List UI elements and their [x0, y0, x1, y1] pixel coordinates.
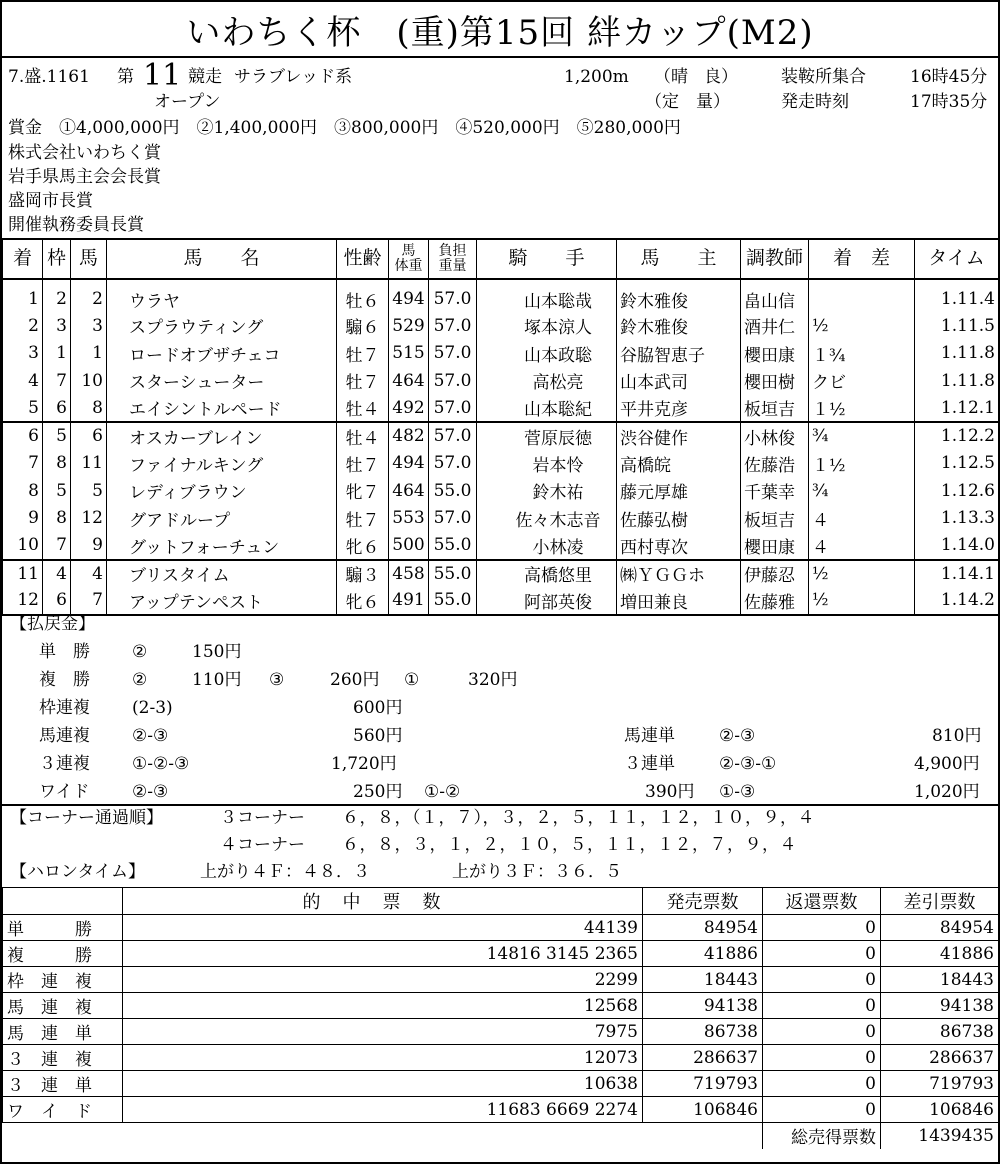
margin-cell: ４: [809, 532, 915, 560]
votes-hits-cell: 7975: [123, 1019, 643, 1045]
col-trainer: 調教師: [741, 239, 809, 279]
owner-cell: 鈴木雅俊: [617, 312, 741, 340]
col-margin: 着 差: [809, 239, 915, 279]
body-weight-cell: 494: [389, 450, 429, 478]
load-weight-cell: 57.0: [429, 279, 477, 312]
votes-hits-cell: 10638: [123, 1071, 643, 1097]
divider: [2, 804, 998, 806]
sex-age-cell: 牡７: [337, 450, 389, 478]
trainer-cell: 小林俊: [741, 422, 809, 450]
prize-money: 賞金 ①4,000,000円 ②1,400,000円 ③800,000円 ④520,000円 ⑤280,000円: [8, 118, 681, 138]
frame-cell: 5: [43, 422, 71, 450]
horse-name-cell: スターシューター: [107, 367, 337, 395]
rank-cell: 4: [3, 367, 43, 395]
votes-name-cell: ３ 連 複: [3, 1045, 123, 1071]
frame-cell: 8: [43, 450, 71, 478]
trainer-cell: 千葉幸: [741, 477, 809, 505]
horse-num-cell: 9: [71, 532, 107, 560]
votes-row: [3, 967, 999, 993]
margin-cell: [809, 279, 915, 312]
horse-name-cell: レディブラウン: [107, 477, 337, 505]
rank-cell: 1: [3, 279, 43, 312]
result-row: [3, 532, 999, 560]
votes-sold-cell: 41886: [643, 941, 763, 967]
votes-name-cell: 複 勝: [3, 941, 123, 967]
load-weight-cell: 57.0: [429, 367, 477, 395]
award: 開催執務委員長賞: [8, 215, 144, 235]
votes-net-cell: 106846: [881, 1097, 999, 1123]
trainer-cell: 櫻田康: [741, 532, 809, 560]
jockey-cell: 山本政聡: [477, 340, 617, 368]
votes-refund-cell: 0: [763, 1045, 881, 1071]
owner-cell: 佐藤弘樹: [617, 505, 741, 533]
award: 岩手県馬主会会長賞: [8, 167, 161, 187]
finish-time-cell: 1.12.2: [915, 422, 999, 450]
result-row: [3, 422, 999, 450]
col-weight-a: 馬: [401, 243, 416, 260]
votes-refund-cell: 0: [763, 915, 881, 941]
body-weight-cell: 553: [389, 505, 429, 533]
fukusho-combo-2: ③: [269, 670, 285, 690]
body-weight-cell: 494: [389, 279, 429, 312]
race-class: オープン: [154, 92, 221, 112]
umatan-combo: ②-③: [719, 726, 756, 746]
body-weight-cell: 500: [389, 532, 429, 560]
post-time: 17時35分: [910, 92, 988, 112]
finish-time-cell: 1.14.2: [915, 587, 999, 615]
votes-refund-cell: 0: [763, 993, 881, 1019]
result-row: [3, 450, 999, 478]
rank-cell: 3: [3, 340, 43, 368]
horse-name-cell: ロードオブザチェコ: [107, 340, 337, 368]
saddling-time: 16時45分: [910, 67, 988, 87]
body-weight-cell: 464: [389, 477, 429, 505]
result-row: [3, 395, 999, 423]
frame-cell: 6: [43, 587, 71, 615]
rank-cell: 7: [3, 450, 43, 478]
col-frame: 枠: [43, 239, 71, 279]
jockey-cell: 鈴木祐: [477, 477, 617, 505]
post-label: 発走時刻: [781, 92, 849, 112]
body-weight-cell: 492: [389, 395, 429, 423]
horse-name-cell: グットフォーチュン: [107, 532, 337, 560]
votes-refund-cell: 0: [763, 967, 881, 993]
rank-cell: 2: [3, 312, 43, 340]
votes-row: [3, 1097, 999, 1123]
corner-3-order: ６，８，（１，７），３，２，５，１１，１２，１０，９，４: [342, 808, 815, 828]
race-breed: サラブレッド系: [234, 67, 353, 87]
votes-refund-cell: 0: [763, 1071, 881, 1097]
jockey-cell: 山本聡哉: [477, 279, 617, 312]
frame-cell: 1: [43, 340, 71, 368]
sanrentan-combo: ②-③-①: [719, 754, 777, 774]
page-title: いわちく杯 (重)第15回 絆カップ(M2): [186, 12, 814, 53]
sex-age-cell: 牡７: [337, 340, 389, 368]
votes-sold-cell: 106846: [643, 1097, 763, 1123]
horse-name-cell: グアドループ: [107, 505, 337, 533]
jockey-cell: 山本聡紀: [477, 395, 617, 423]
trainer-cell: 板垣吉: [741, 505, 809, 533]
votes-sold-cell: 84954: [643, 915, 763, 941]
votes-name-cell: 単 勝: [3, 915, 123, 941]
load-weight-cell: 57.0: [429, 340, 477, 368]
wide-amount-2: 390円: [645, 782, 695, 802]
wide-combo-3: ①-③: [719, 782, 756, 802]
trainer-cell: 酒井仁: [741, 312, 809, 340]
votes-net-cell: 94138: [881, 993, 999, 1019]
sex-age-cell: 牡４: [337, 422, 389, 450]
rank-cell: 6: [3, 422, 43, 450]
horse-num-cell: 5: [71, 477, 107, 505]
rank-cell: 9: [3, 505, 43, 533]
margin-cell: １¾: [809, 340, 915, 368]
votes-net-cell: 719793: [881, 1071, 999, 1097]
sanrentan-label: ３連単: [624, 754, 675, 774]
wide-amount-1: 250円: [353, 782, 403, 802]
body-weight-cell: 482: [389, 422, 429, 450]
owner-cell: 鈴木雅俊: [617, 279, 741, 312]
votes-hits-cell: 12073: [123, 1045, 643, 1071]
sex-age-cell: 牡４: [337, 395, 389, 423]
frame-cell: 4: [43, 560, 71, 588]
sanrenpuku-label: ３連複: [39, 754, 90, 774]
votes-total-row: [3, 1123, 999, 1149]
sex-age-cell: 騸６: [337, 312, 389, 340]
votes-sold-cell: 719793: [643, 1071, 763, 1097]
trainer-cell: 佐藤浩: [741, 450, 809, 478]
votes-hits-cell: 2299: [123, 967, 643, 993]
votes-hits-cell: 12568: [123, 993, 643, 1019]
frame-cell: 8: [43, 505, 71, 533]
rank-cell: 8: [3, 477, 43, 505]
wakuren-amount: 600円: [353, 698, 403, 718]
horse-num-cell: 7: [71, 587, 107, 615]
owner-cell: ㈱ＹＧＧホ: [617, 560, 741, 588]
finish-time-cell: 1.11.4: [915, 279, 999, 312]
finish-time-cell: 1.12.6: [915, 477, 999, 505]
votes-col-empty: [3, 888, 123, 915]
jockey-cell: 岩本怜: [477, 450, 617, 478]
finish-time-cell: 1.14.0: [915, 532, 999, 560]
votes-col-refund: 返還票数: [763, 888, 881, 915]
corner-4-order: ６，８，３，１，２，１０，５，１１，１２，７，９，４: [342, 835, 797, 855]
title-box: [2, 2, 998, 58]
load-weight-cell: 57.0: [429, 395, 477, 423]
tansho-amount: 150円: [192, 642, 242, 662]
owner-cell: 渋谷健作: [617, 422, 741, 450]
horse-num-cell: 4: [71, 560, 107, 588]
votes-name-cell: 枠 連 複: [3, 967, 123, 993]
sex-age-cell: 牡６: [337, 279, 389, 312]
horse-num-cell: 2: [71, 279, 107, 312]
votes-sold-cell: 94138: [643, 993, 763, 1019]
votes-total-label: 総売得票数: [763, 1123, 881, 1149]
race-weight-rule: （定 量）: [645, 92, 730, 112]
sanrentan-amount: 4,900円: [914, 754, 980, 774]
owner-cell: 増田兼良: [617, 587, 741, 615]
horse-name-cell: スプラウティング: [107, 312, 337, 340]
votes-net-cell: 84954: [881, 915, 999, 941]
votes-sold-cell: 18443: [643, 967, 763, 993]
horse-name-cell: ブリスタイム: [107, 560, 337, 588]
margin-cell: ¾: [809, 422, 915, 450]
votes-row: [3, 1045, 999, 1071]
trainer-cell: 櫻田康: [741, 340, 809, 368]
body-weight-cell: 529: [389, 312, 429, 340]
horse-name-cell: アップテンペスト: [107, 587, 337, 615]
award: 株式会社いわちく賞: [8, 143, 161, 163]
jockey-cell: 小林凌: [477, 532, 617, 560]
frame-cell: 5: [43, 477, 71, 505]
margin-cell: ¾: [809, 477, 915, 505]
votes-row: [3, 1071, 999, 1097]
votes-total-value: 1439435: [881, 1123, 999, 1149]
umaren-amount: 560円: [353, 726, 403, 746]
col-num: 馬: [71, 239, 107, 279]
col-weight-b: 体重: [394, 258, 423, 274]
votes-body: [3, 915, 999, 1123]
frame-cell: 6: [43, 395, 71, 423]
votes-name-cell: ３ 連 単: [3, 1071, 123, 1097]
rank-cell: 10: [3, 532, 43, 560]
finish-time-cell: 1.11.5: [915, 312, 999, 340]
col-load: [429, 239, 477, 279]
jockey-cell: 高橋悠里: [477, 560, 617, 588]
sex-age-cell: 牝６: [337, 587, 389, 615]
corner-4-label: ４コーナー: [220, 835, 305, 855]
umatan-amount: 810円: [932, 726, 982, 746]
wide-combo-1: ②-③: [132, 782, 169, 802]
owner-cell: 谷脇智恵子: [617, 340, 741, 368]
votes-refund-cell: 0: [763, 1097, 881, 1123]
votes-hits-cell: 14816 3145 2365: [123, 941, 643, 967]
saddling-label: 装鞍所集合: [781, 67, 866, 87]
votes-name-cell: ワ イ ド: [3, 1097, 123, 1123]
fukusho-label: 複 勝: [39, 670, 90, 690]
wakuren-combo: (2-3): [132, 698, 173, 718]
results-body: [3, 279, 999, 615]
corner-3-label: ３コーナー: [220, 808, 305, 828]
sanrenpuku-combo: ①-②-③: [132, 754, 190, 774]
horse-num-cell: 10: [71, 367, 107, 395]
col-time: タイム: [915, 239, 999, 279]
votes-row: [3, 941, 999, 967]
owner-cell: 山本武司: [617, 367, 741, 395]
jockey-cell: 菅原辰徳: [477, 422, 617, 450]
sex-age-cell: 騸３: [337, 560, 389, 588]
horse-num-cell: 11: [71, 450, 107, 478]
load-weight-cell: 55.0: [429, 477, 477, 505]
margin-cell: ½: [809, 587, 915, 615]
trainer-cell: 佐藤雅: [741, 587, 809, 615]
fukusho-amount-2: 260円: [330, 670, 380, 690]
frame-cell: 7: [43, 367, 71, 395]
result-row: [3, 505, 999, 533]
frame-cell: 3: [43, 312, 71, 340]
margin-cell: １½: [809, 450, 915, 478]
fukusho-combo-3: ①: [404, 670, 420, 690]
trainer-cell: 伊藤忍: [741, 560, 809, 588]
load-weight-cell: 57.0: [429, 422, 477, 450]
race-dai: 第: [117, 67, 134, 87]
col-owner: 馬 主: [617, 239, 741, 279]
umaren-label: 馬連複: [39, 726, 90, 746]
load-weight-cell: 57.0: [429, 505, 477, 533]
wide-amount-3: 1,020円: [914, 782, 980, 802]
umaren-combo: ②-③: [132, 726, 169, 746]
wide-label: ワイド: [39, 782, 90, 802]
load-weight-cell: 55.0: [429, 587, 477, 615]
body-weight-cell: 491: [389, 587, 429, 615]
horse-name-cell: エイシントルペード: [107, 395, 337, 423]
finish-time-cell: 1.12.5: [915, 450, 999, 478]
sex-age-cell: 牡７: [337, 505, 389, 533]
race-meeting: 7.盛.1161: [8, 67, 90, 87]
finish-time-cell: 1.12.1: [915, 395, 999, 423]
load-weight-cell: 57.0: [429, 450, 477, 478]
sex-age-cell: 牝６: [337, 532, 389, 560]
horse-name-cell: オスカーブレイン: [107, 422, 337, 450]
trainer-cell: 畠山信: [741, 279, 809, 312]
last-4f: 上がり４Ｆ：４８．３: [200, 862, 370, 882]
col-load-b: 重量: [438, 258, 467, 274]
owner-cell: 藤元厚雄: [617, 477, 741, 505]
wide-combo-2: ①-②: [424, 782, 461, 802]
sex-age-cell: 牝７: [337, 477, 389, 505]
owner-cell: 高橋皖: [617, 450, 741, 478]
horse-name-cell: ファイナルキング: [107, 450, 337, 478]
horse-num-cell: 3: [71, 312, 107, 340]
finish-time-cell: 1.11.8: [915, 367, 999, 395]
col-rank: 着: [3, 239, 43, 279]
body-weight-cell: 464: [389, 367, 429, 395]
votes-total-spacer: [3, 1123, 763, 1149]
frame-cell: 2: [43, 279, 71, 312]
votes-row: [3, 915, 999, 941]
load-weight-cell: 57.0: [429, 312, 477, 340]
col-load-a: 負担: [438, 243, 467, 260]
votes-name-cell: 馬 連 複: [3, 993, 123, 1019]
race-number: 11: [143, 58, 182, 93]
body-weight-cell: 515: [389, 340, 429, 368]
trainer-cell: 櫻田樹: [741, 367, 809, 395]
votes-table: [2, 887, 999, 1149]
rank-cell: 11: [3, 560, 43, 588]
race-weather: （晴: [654, 67, 688, 87]
result-row: [3, 367, 999, 395]
result-row: [3, 312, 999, 340]
jockey-cell: 塚本涼人: [477, 312, 617, 340]
votes-sold-cell: 286637: [643, 1045, 763, 1071]
owner-cell: 平井克彦: [617, 395, 741, 423]
sanrenpuku-amount: 1,720円: [331, 754, 397, 774]
votes-net-cell: 18443: [881, 967, 999, 993]
margin-cell: ½: [809, 312, 915, 340]
votes-row: [3, 993, 999, 1019]
race-track: 良）: [704, 67, 738, 87]
award: 盛岡市長賞: [8, 191, 93, 211]
jockey-cell: 高松亮: [477, 367, 617, 395]
umatan-label: 馬連単: [624, 726, 675, 746]
rank-cell: 5: [3, 395, 43, 423]
tansho-combo: ②: [132, 642, 148, 662]
finish-time-cell: 1.13.3: [915, 505, 999, 533]
finish-time-cell: 1.11.8: [915, 340, 999, 368]
jockey-cell: 阿部英俊: [477, 587, 617, 615]
votes-hits-cell: 44139: [123, 915, 643, 941]
jockey-cell: 佐々木志音: [477, 505, 617, 533]
trainer-cell: 板垣吉: [741, 395, 809, 423]
votes-net-cell: 286637: [881, 1045, 999, 1071]
votes-col-net: 差引票数: [881, 888, 999, 915]
result-row: [3, 340, 999, 368]
col-weight: [389, 239, 429, 279]
last-3f: 上がり３Ｆ：３６．５: [452, 862, 622, 882]
sex-age-cell: 牡７: [337, 367, 389, 395]
votes-net-cell: 41886: [881, 941, 999, 967]
col-horse: 馬 名: [107, 239, 337, 279]
horse-num-cell: 1: [71, 340, 107, 368]
col-sexage: 性齢: [337, 239, 389, 279]
result-row: [3, 587, 999, 615]
horse-num-cell: 12: [71, 505, 107, 533]
votes-net-cell: 86738: [881, 1019, 999, 1045]
votes-col-hits: 的中票数: [123, 888, 643, 915]
margin-cell: ½: [809, 560, 915, 588]
rank-cell: 12: [3, 587, 43, 615]
fukusho-amount-1: 110円: [192, 670, 242, 690]
votes-col-sold: 発売票数: [643, 888, 763, 915]
results-table: [2, 238, 999, 616]
result-row: [3, 560, 999, 588]
owner-cell: 西村専次: [617, 532, 741, 560]
wakuren-label: 枠連複: [39, 698, 90, 718]
votes-name-cell: 馬 連 単: [3, 1019, 123, 1045]
margin-cell: ４: [809, 505, 915, 533]
finish-time-cell: 1.14.1: [915, 560, 999, 588]
votes-refund-cell: 0: [763, 1019, 881, 1045]
horse-num-cell: 8: [71, 395, 107, 423]
load-weight-cell: 55.0: [429, 560, 477, 588]
votes-sold-cell: 86738: [643, 1019, 763, 1045]
votes-row: [3, 1019, 999, 1045]
body-weight-cell: 458: [389, 560, 429, 588]
horse-num-cell: 6: [71, 422, 107, 450]
margin-cell: クビ: [809, 367, 915, 395]
result-row: [3, 477, 999, 505]
col-jockey: 騎 手: [477, 239, 617, 279]
corner-header: 【コーナー通過順】: [10, 808, 163, 828]
tansho-label: 単 勝: [39, 642, 90, 662]
furlong-header: 【ハロンタイム】: [10, 862, 145, 882]
result-row: [3, 279, 999, 312]
race-distance: 1,200m: [564, 67, 629, 87]
race-kyoso: 競走: [188, 67, 222, 87]
frame-cell: 7: [43, 532, 71, 560]
horse-name-cell: ウラヤ: [107, 279, 337, 312]
load-weight-cell: 55.0: [429, 532, 477, 560]
margin-cell: １½: [809, 395, 915, 423]
payout-header: 【払戻金】: [10, 614, 95, 634]
votes-hits-cell: 11683 6669 2274: [123, 1097, 643, 1123]
fukusho-amount-3: 320円: [468, 670, 518, 690]
votes-refund-cell: 0: [763, 941, 881, 967]
fukusho-combo-1: ②: [132, 670, 148, 690]
